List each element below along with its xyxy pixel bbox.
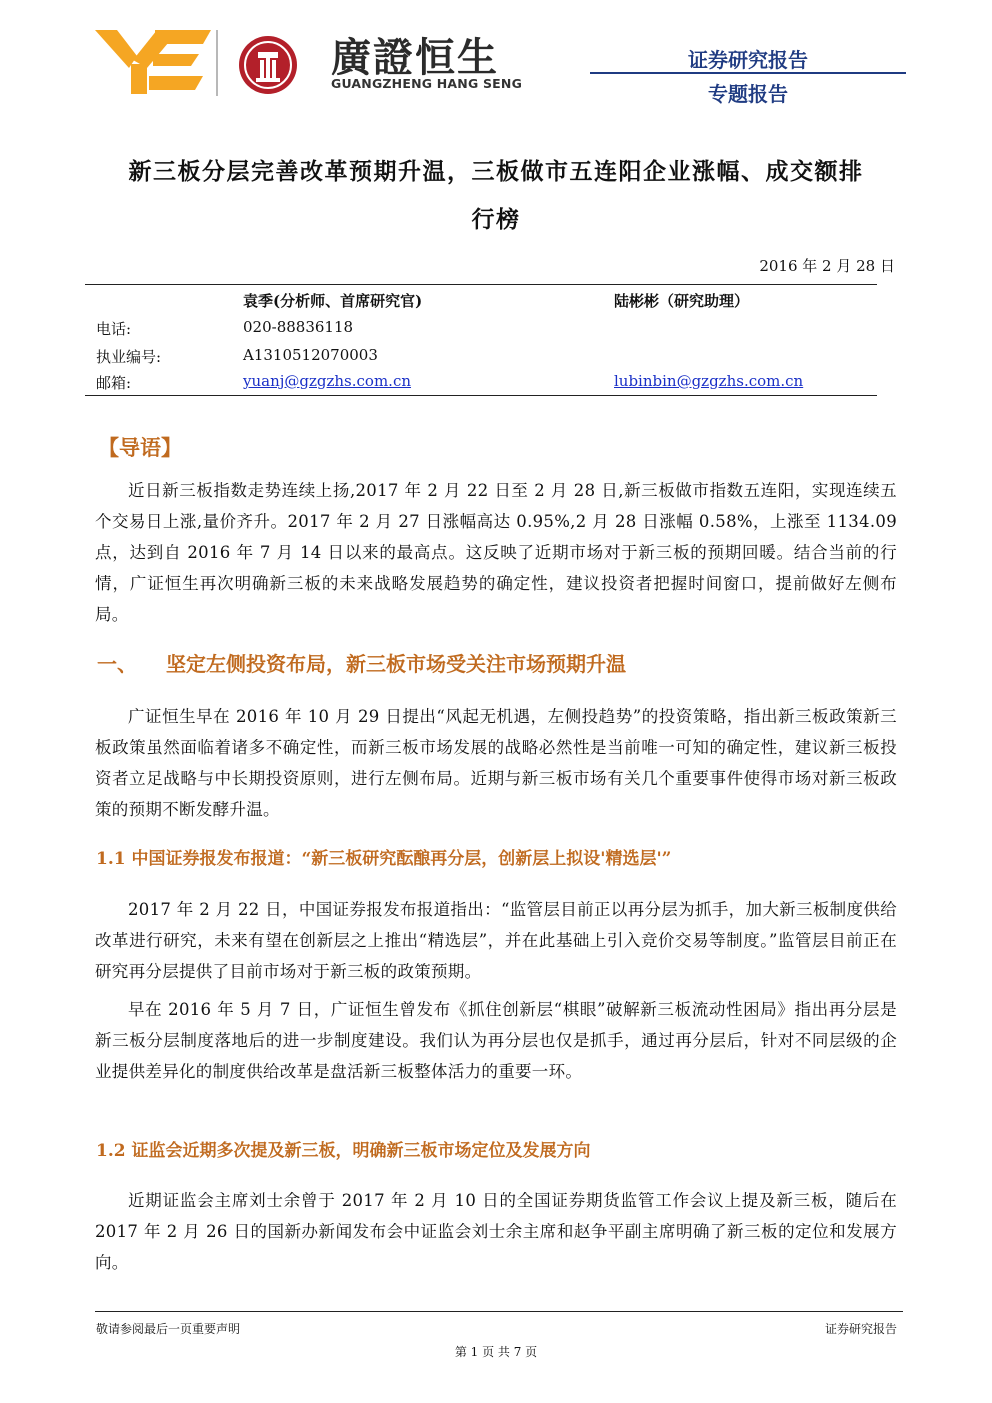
phone-number: 020-88836118: [243, 318, 354, 336]
footer-disclaimer: 敬请参阅最后一页重要声明: [96, 1322, 241, 1336]
author-2-name: 陆彬彬（研究助理）: [614, 292, 750, 310]
report-type: 证券研究报告: [688, 48, 808, 72]
section-1-heading: 坚定左侧投资布局，新三板市场受关注市场预期升温: [166, 652, 626, 676]
report-type-divider: [590, 72, 906, 74]
title-line-2: 行榜: [471, 206, 521, 233]
author-1-name: 袁季(分析师、首席研究官): [243, 292, 423, 310]
footer-report-label: 证券研究报告: [824, 1322, 897, 1336]
section-1-number: 一、: [97, 652, 137, 676]
logo-divider: [216, 30, 218, 96]
title-line-1: 新三板分层完善改革预期升温，三板做市五连阳企业涨幅、成交额排: [128, 158, 864, 185]
ye-logo-icon: [95, 24, 213, 96]
license-number: A1310512070003: [243, 346, 378, 364]
company-logo: [95, 24, 523, 100]
brand-name-en: GUANGZHENG HANG SENG: [331, 76, 523, 91]
subsection-1-2-paragraph-1: 近期证监会主席刘士余曾于 2017 年 2 月 10 日的全国证券期货监管工作会议上提及新三板，随后在 2017 年 2 月 26 日的国新办新闻发布会中证监会刘士余主席和赵争平副主席明确了新三板的定位和发展方向。: [95, 1191, 897, 1272]
email-label: 邮箱:: [96, 374, 132, 392]
report-subtype: 专题报告: [708, 82, 788, 106]
author-table-bottom-rule: [85, 395, 877, 396]
document-title: [90, 148, 902, 244]
license-label: 执业编号:: [96, 348, 162, 366]
seal-logo-icon: [237, 34, 299, 96]
email-link-2[interactable]: lubinbin@gzgzhs.com.cn: [614, 372, 804, 390]
subsection-1-1-paragraph-2: 早在 2016 年 5 月 7 日，广证恒生曾发布《抓住创新层“棋眼”破解新三板流动性困局》指出再分层是新三板分层制度落地后的进一步制度建设。我们认为再分层也仅是抓手，通过再分层后，针对不同层级的企业提供差异化的制度供给改革是盘活新三板整体活力的重要一环。: [95, 1000, 897, 1081]
page-number: 第 1 页 共 7 页: [454, 1345, 538, 1359]
footer-rule: [95, 1311, 903, 1312]
lead-heading: 【导语】: [98, 435, 182, 460]
report-date: 2016 年 2 月 28 日: [759, 257, 895, 275]
phone-label: 电话:: [96, 320, 132, 338]
subsection-1-1-paragraph-1: 2017 年 2 月 22 日，中国证券报发布报道指出：“监管层目前正以再分层为抓手，加大新三板制度供给改革进行研究，未来有望在创新层之上推出“精选层”，并在此基础上引入竞价交易等制度。”监管层目前正在研究再分层提供了目前市场对于新三板的政策预期。: [95, 900, 897, 981]
subsection-1-1-heading: 1.1 中国证券报发布报道：“新三板研究酝酿再分层，创新层上拟设'精选层'”: [96, 849, 672, 869]
subsection-1-2-heading: 1.2 证监会近期多次提及新三板，明确新三板市场定位及发展方向: [96, 1141, 591, 1161]
section-1-paragraph: 广证恒生早在 2016 年 10 月 29 日提出“风起无机遇，左侧投趋势”的投资策略，指出新三板政策新三板政策虽然面临着诸多不确定性，而新三板市场发展的战略必然性是当前唯一可知的确定性，建议新三板投资者立足战略与中长期投资原则，进行左侧布局。近期与新三板市场有关几个重要事件使得市场对新三板政策的预期不断发酵升温。: [95, 707, 897, 819]
author-table-top-rule: [85, 284, 877, 285]
lead-paragraph: 近日新三板指数走势连续上扬,2017 年 2 月 22 日至 2 月 28 日,新三板做市指数五连阳，实现连续五个交易日上涨,量价齐升。2017 年 2 月 27 日涨幅高达 0.95%,2 月 28 日涨幅 0.58%，上涨至 1134.09 点，达到自 2016 年 7 月 14 日以来的最高点。这反映了近期市场对于新三板的预期回暖。结合当前的行情，广证恒生再次明确新三板的未来战略发展趋势的确定性，建议投资者把握时间窗口，提前做好左侧布局。: [95, 481, 897, 624]
brand-name-cn: 廣證恒生: [331, 35, 499, 81]
email-link-1[interactable]: yuanj@gzgzhs.com.cn: [243, 372, 412, 390]
